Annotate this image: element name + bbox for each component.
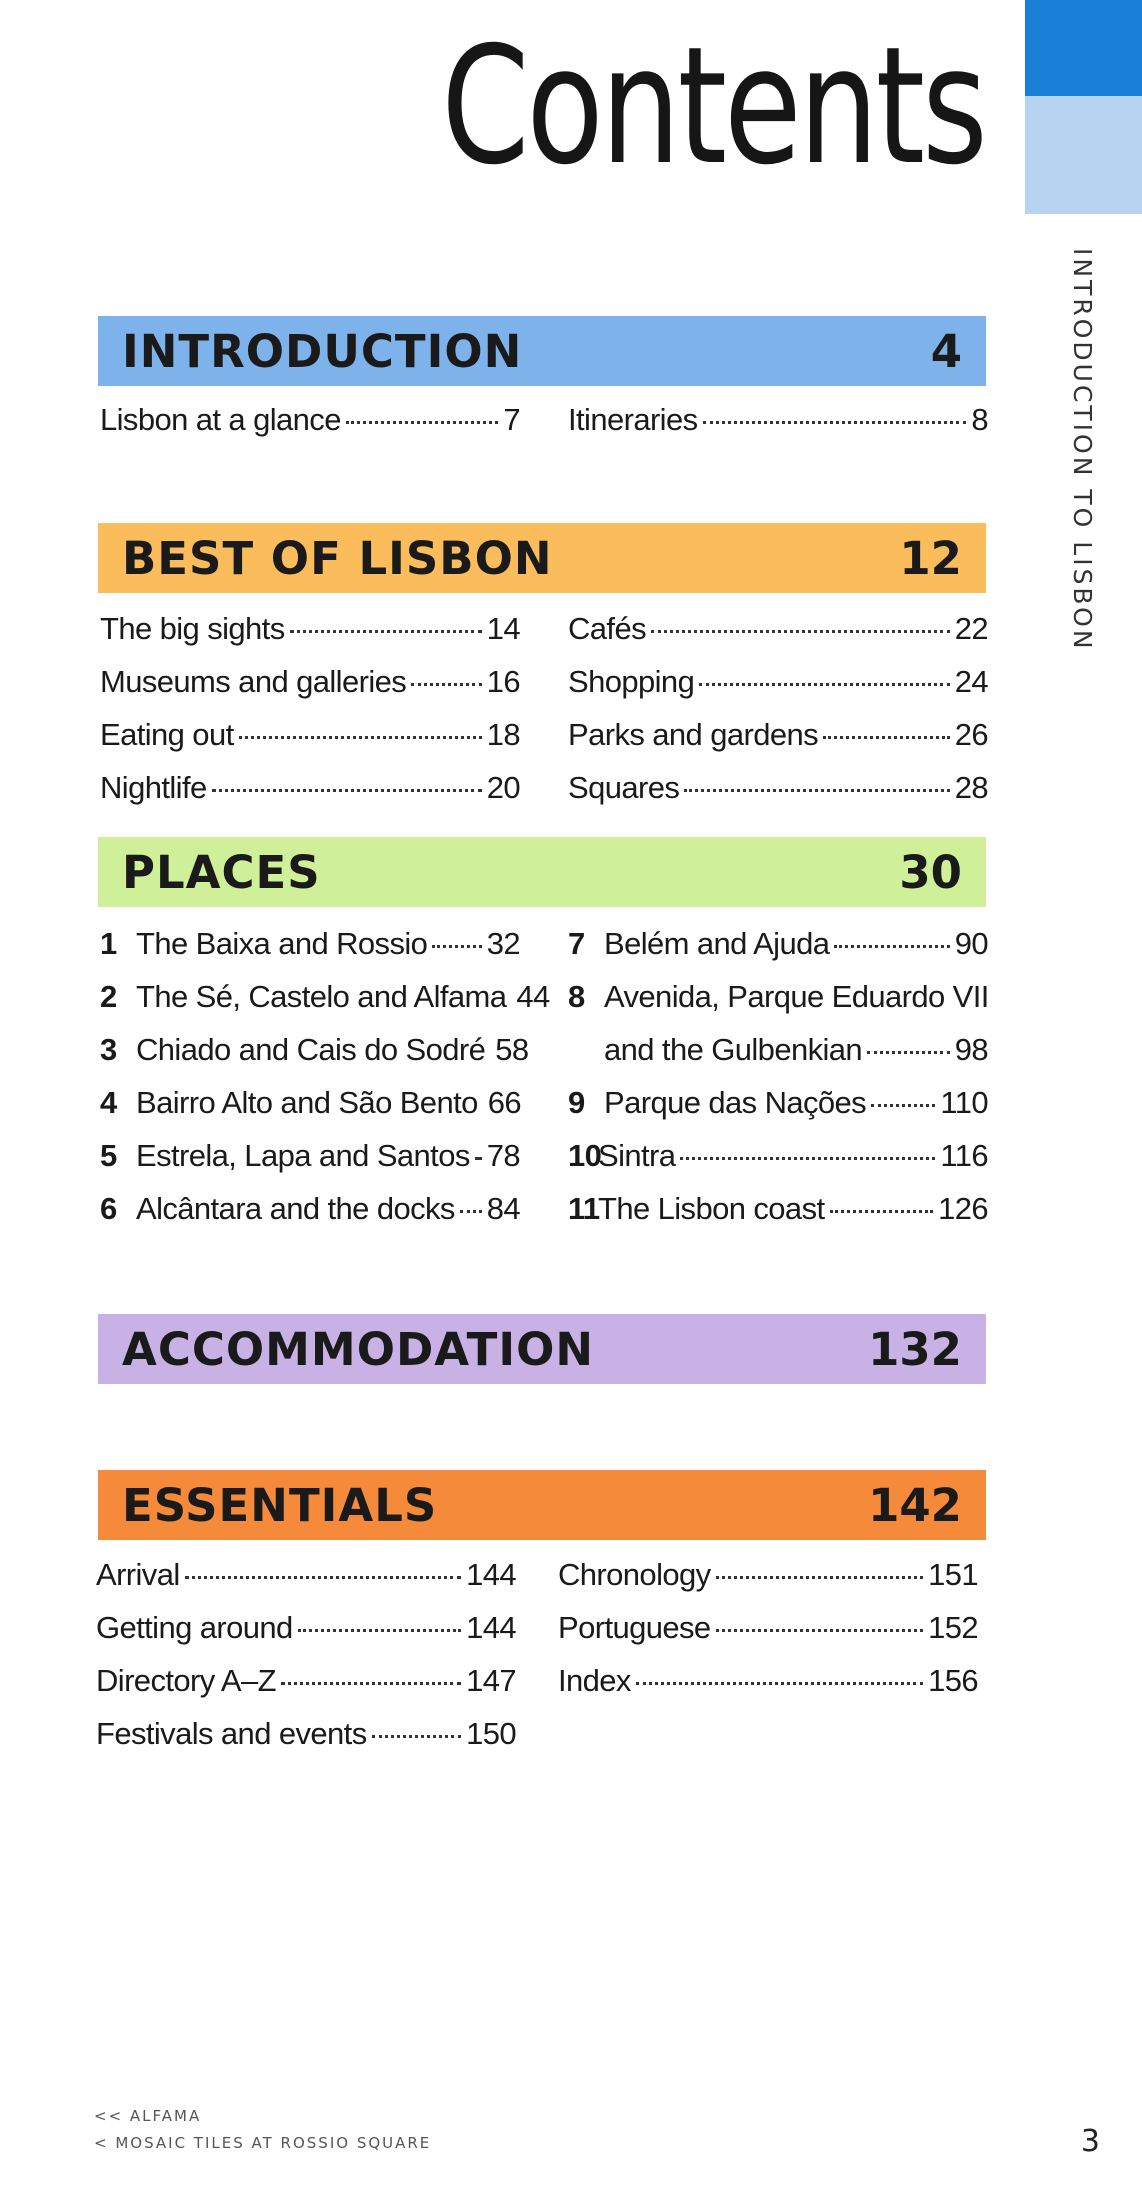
page-number: 3 <box>1080 2124 1100 2159</box>
toc-entry[interactable] <box>96 1663 516 1716</box>
toc-entry[interactable] <box>100 926 520 979</box>
toc-entry[interactable] <box>568 1191 988 1244</box>
entry-label: and the Gulbenkian <box>604 1032 863 1067</box>
entry-label: Getting around <box>96 1610 293 1645</box>
toc-entry[interactable] <box>100 611 520 664</box>
entry-label: The big sights <box>100 611 285 646</box>
toc-entry[interactable] <box>96 1610 516 1663</box>
dot-leader <box>830 1210 934 1213</box>
entry-label: Museums and galleries <box>100 664 407 699</box>
dot-leader <box>212 789 482 792</box>
toc-entry-continued[interactable] <box>568 1032 988 1085</box>
introduction-right-column <box>568 402 988 455</box>
toc-entry[interactable] <box>96 1557 516 1610</box>
toc-entry[interactable] <box>100 1032 529 1085</box>
entry-page: 18 <box>486 717 520 752</box>
dot-leader <box>432 945 481 948</box>
toc-entry[interactable] <box>558 1557 978 1610</box>
entry-label: The Lisbon coast <box>598 1191 825 1226</box>
toc-entry[interactable] <box>568 1085 988 1138</box>
entry-number: 7 <box>568 926 585 961</box>
entry-label: Estrela, Lapa and Santos <box>136 1138 470 1173</box>
entry-label: Index <box>558 1663 631 1698</box>
section-essentials[interactable] <box>98 1470 986 1540</box>
entry-number: 6 <box>100 1191 117 1226</box>
section-title: ESSENTIALS <box>122 1478 438 1532</box>
side-tab-dark <box>1025 0 1142 96</box>
toc-entry[interactable] <box>558 1663 978 1716</box>
toc-entry[interactable] <box>568 770 988 823</box>
dot-leader <box>699 683 949 686</box>
toc-entry[interactable] <box>568 979 988 1032</box>
dot-leader <box>871 1104 935 1107</box>
toc-entry[interactable] <box>568 402 988 455</box>
entry-number: 10 <box>568 1138 602 1173</box>
section-places[interactable] <box>98 837 986 907</box>
footer-caption-2: < MOSAIC TILES AT ROSSIO SQUARE <box>94 2134 432 2152</box>
entry-page: 78 <box>486 1138 520 1173</box>
dot-leader <box>185 1576 461 1579</box>
entry-page: 22 <box>954 611 988 646</box>
entry-page: 90 <box>954 926 988 961</box>
entry-page: 8 <box>971 402 988 437</box>
dot-leader <box>684 789 949 792</box>
dot-leader <box>636 1682 923 1685</box>
section-best-of-lisbon[interactable] <box>98 523 986 593</box>
entry-page: 58 <box>495 1032 529 1067</box>
section-title: INTRODUCTION <box>122 324 523 378</box>
section-page: 12 <box>899 531 962 585</box>
section-page: 4 <box>930 324 962 378</box>
best-left-column <box>100 611 520 823</box>
toc-entry[interactable] <box>568 926 988 979</box>
entry-label: Bairro Alto and São Bento <box>136 1085 478 1120</box>
entry-label: Squares <box>568 770 680 805</box>
entry-number: 1 <box>100 926 117 961</box>
section-page: 30 <box>899 845 962 899</box>
entry-label: Parks and gardens <box>568 717 819 752</box>
entry-page: 144 <box>466 1610 516 1645</box>
toc-entry[interactable] <box>100 1085 520 1138</box>
entry-page: 14 <box>486 611 520 646</box>
entry-label: Directory A–Z <box>96 1663 276 1698</box>
entry-page: 152 <box>928 1610 978 1645</box>
entry-label: Chronology <box>558 1557 711 1592</box>
side-tab-light <box>1025 96 1142 214</box>
page-title: Contents <box>441 13 985 201</box>
entry-label: Alcântara and the docks <box>136 1191 455 1226</box>
section-title: BEST OF LISBON <box>122 531 553 585</box>
entry-label: Eating out <box>100 717 234 752</box>
toc-entry[interactable] <box>568 1138 988 1191</box>
entry-page: 98 <box>954 1032 988 1067</box>
section-accommodation[interactable] <box>98 1314 986 1384</box>
entry-number: 2 <box>100 979 117 1014</box>
dot-leader <box>680 1157 935 1160</box>
entry-label: Chiado and Cais do Sodré <box>136 1032 486 1067</box>
entry-label: The Baixa and Rossio <box>136 926 428 961</box>
dot-leader <box>716 1629 924 1632</box>
side-tab-label: INTRODUCTION TO LISBON <box>1068 248 1097 652</box>
entry-page: 16 <box>486 664 520 699</box>
entry-page: 24 <box>954 664 988 699</box>
entry-number: 4 <box>100 1085 117 1120</box>
entry-page: 126 <box>938 1191 988 1226</box>
dot-leader <box>372 1735 461 1738</box>
essentials-left-column <box>96 1557 516 1769</box>
toc-entry[interactable] <box>100 979 550 1032</box>
dot-leader <box>834 945 949 948</box>
entry-page: 66 <box>487 1085 522 1120</box>
dot-leader <box>867 1051 950 1054</box>
section-page: 132 <box>868 1322 962 1376</box>
dot-leader <box>346 421 499 424</box>
entry-page: 20 <box>486 770 520 805</box>
toc-entry[interactable] <box>100 1138 520 1191</box>
entry-number: 5 <box>100 1138 117 1173</box>
footer-caption-1: << ALFAMA <box>94 2107 202 2125</box>
entry-label: Nightlife <box>100 770 207 805</box>
entry-number: 8 <box>568 979 585 1014</box>
toc-entry[interactable] <box>100 664 520 717</box>
entry-label: Sintra <box>598 1138 676 1173</box>
toc-entry[interactable] <box>568 664 988 717</box>
dot-leader <box>298 1629 461 1632</box>
entry-label: Parque das Nações <box>604 1085 867 1120</box>
dot-leader <box>716 1576 924 1579</box>
entry-label: Shopping <box>568 664 695 699</box>
entry-number: 11 <box>568 1191 600 1226</box>
toc-entry[interactable] <box>96 1716 516 1769</box>
entry-page: 7 <box>503 402 520 437</box>
entry-label: Itineraries <box>568 402 698 437</box>
entry-number: 3 <box>100 1032 117 1067</box>
entry-page: 156 <box>928 1663 978 1698</box>
dot-leader <box>281 1682 461 1685</box>
entry-page: 84 <box>486 1191 520 1226</box>
entry-label: Cafés <box>568 611 646 646</box>
places-left-column <box>100 926 550 1244</box>
entry-page: 144 <box>466 1557 516 1592</box>
dot-leader <box>651 630 950 633</box>
places-right-column <box>568 926 988 1244</box>
entry-label: Belém and Ajuda <box>604 926 830 961</box>
essentials-right-column <box>558 1557 978 1716</box>
entry-label: Lisbon at a glance <box>100 402 341 437</box>
toc-entry[interactable] <box>100 402 520 455</box>
entry-number: 9 <box>568 1085 585 1120</box>
entry-label: Festivals and events <box>96 1716 367 1751</box>
entry-label: The Sé, Castelo and Alfama <box>136 979 507 1014</box>
toc-entry[interactable] <box>100 717 520 770</box>
entry-label: Portuguese <box>558 1610 711 1645</box>
dot-leader <box>475 1157 482 1160</box>
toc-entry[interactable] <box>100 770 520 823</box>
entry-page: 44 <box>516 979 550 1014</box>
dot-leader <box>290 630 482 633</box>
entry-page: 110 <box>940 1085 988 1120</box>
dot-leader <box>823 736 950 739</box>
entry-page: 147 <box>466 1663 516 1698</box>
toc-entry[interactable] <box>568 611 988 664</box>
entry-page: 151 <box>928 1557 978 1592</box>
dot-leader <box>460 1210 482 1213</box>
section-title: PLACES <box>122 845 321 899</box>
entry-label: Arrival <box>96 1557 180 1592</box>
best-right-column <box>568 611 988 823</box>
dot-leader <box>239 736 482 739</box>
entry-label: Avenida, Parque Eduardo VII <box>604 979 989 1014</box>
dot-leader <box>411 683 482 686</box>
toc-entry[interactable] <box>568 717 988 770</box>
dot-leader <box>703 421 967 424</box>
entry-page: 28 <box>954 770 988 805</box>
entry-page: 32 <box>486 926 520 961</box>
section-introduction[interactable] <box>98 316 986 386</box>
entry-page: 116 <box>940 1138 988 1173</box>
entry-page: 150 <box>466 1716 516 1751</box>
section-page: 142 <box>868 1478 962 1532</box>
toc-entry[interactable] <box>100 1191 520 1244</box>
toc-entry[interactable] <box>558 1610 978 1663</box>
entry-page: 26 <box>954 717 988 752</box>
section-title: ACCOMMODATION <box>122 1322 594 1376</box>
introduction-left-column <box>100 402 520 455</box>
